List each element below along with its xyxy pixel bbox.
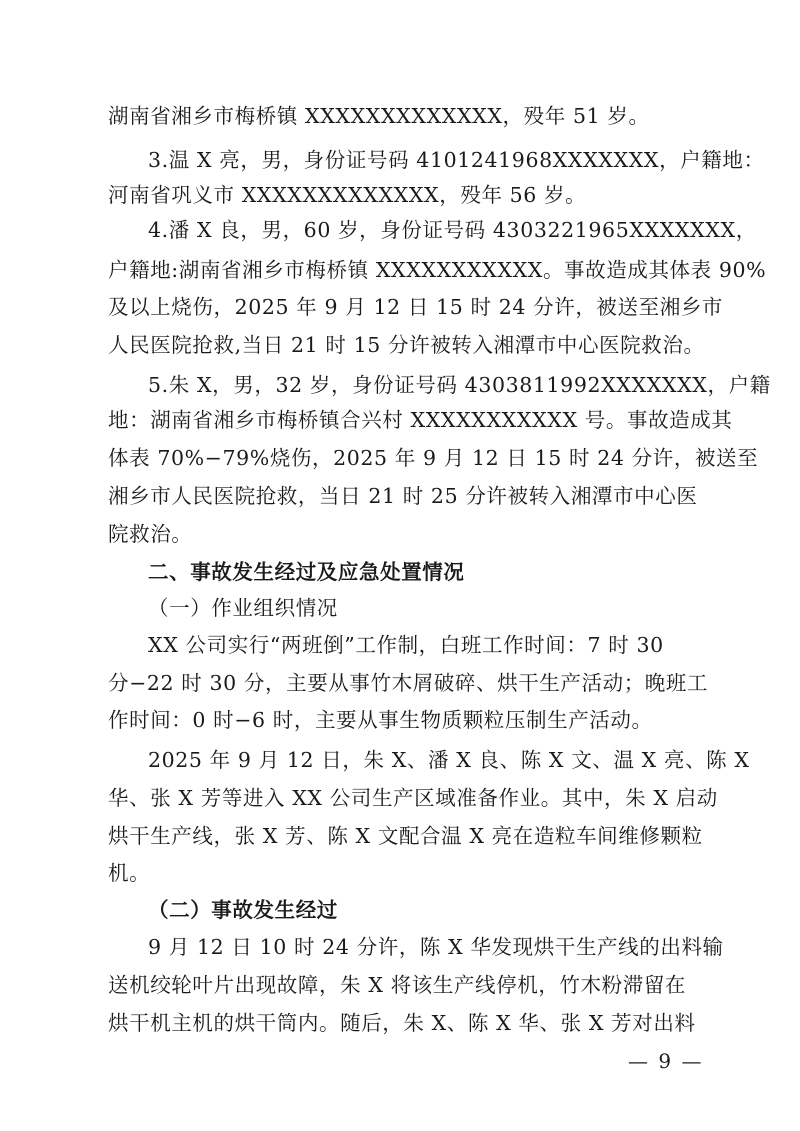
text-line: 人民医院抢救,当日 21 时 15 分许被转入湘潭市中心医院救治。 xyxy=(108,333,705,357)
text-line: 烘干机主机的烘干筒内。随后，朱 X、陈 X 华、张 X 芳对出料 xyxy=(108,1011,696,1035)
text-line: XX 公司实行“两班倒”工作制，白班工作时间：7 时 30 xyxy=(148,633,664,657)
text-line: 及以上烧伤，2025 年 9 月 12 日 15 时 24 分许，被送至湘乡市 xyxy=(108,295,724,319)
text-line: 3.温 X 亮，男，身份证号码 4101241968XXXXXXX，户籍地： xyxy=(148,148,765,172)
text-line: 院救治。 xyxy=(108,522,193,546)
text-line: 湘乡市人民医院抢救，当日 21 时 25 分许被转入湘潭市中心医 xyxy=(108,484,698,508)
text-line: 机。 xyxy=(108,861,151,885)
text-line: 华、张 X 芳等进入 XX 公司生产区域准备作业。其中，朱 X 启动 xyxy=(108,786,718,810)
text-line: 户籍地:湖南省湘乡市梅桥镇 XXXXXXXXXXX。事故造成其体表 90% xyxy=(108,258,767,282)
text-line: 湖南省湘乡市梅桥镇 XXXXXXXXXXXXX，殁年 51 岁。 xyxy=(108,104,650,128)
text-line: 5.朱 X，男，32 岁，身份证号码 4303811992XXXXXXX，户籍 xyxy=(148,373,771,397)
text-line: 地：湖南省湘乡市梅桥镇合兴村 XXXXXXXXXXX 号。事故造成其 xyxy=(108,408,733,432)
text-line: 9 月 12 日 10 时 24 分许，陈 X 华发现烘干生产线的出料输 xyxy=(148,935,724,959)
text-line: 烘干生产线，张 X 芳、陈 X 文配合温 X 亮在造粒车间维修颗粒 xyxy=(108,824,703,848)
page-number: — 9 — xyxy=(628,1049,704,1073)
subsection-heading: （一）作业组织情况 xyxy=(148,596,338,620)
text-line: 送机绞轮叶片出现故障，朱 X 将该生产线停机，竹木粉滞留在 xyxy=(108,973,687,997)
text-line: 体表 70%−79%烧伤，2025 年 9 月 12 日 15 时 24 分许，被送至 xyxy=(108,446,759,470)
text-line: 分−22 时 30 分，主要从事竹木屑破碎、烘干生产活动；晚班工 xyxy=(108,671,709,695)
section-heading: 二、事故发生经过及应急处置情况 xyxy=(148,560,465,584)
subsection-heading: （二）事故发生经过 xyxy=(148,898,338,922)
text-line: 作时间：0 时−6 时，主要从事生物质颗粒压制生产活动。 xyxy=(108,708,653,732)
text-line: 2025 年 9 月 12 日，朱 X、潘 X 良、陈 X 文、温 X 亮、陈 X xyxy=(148,748,750,772)
text-line: 4.潘 X 良，男，60 岁，身份证号码 4303221965XXXXXXX， xyxy=(148,218,757,242)
text-line: 河南省巩义市 XXXXXXXXXXXXX，殁年 56 岁。 xyxy=(108,183,587,207)
